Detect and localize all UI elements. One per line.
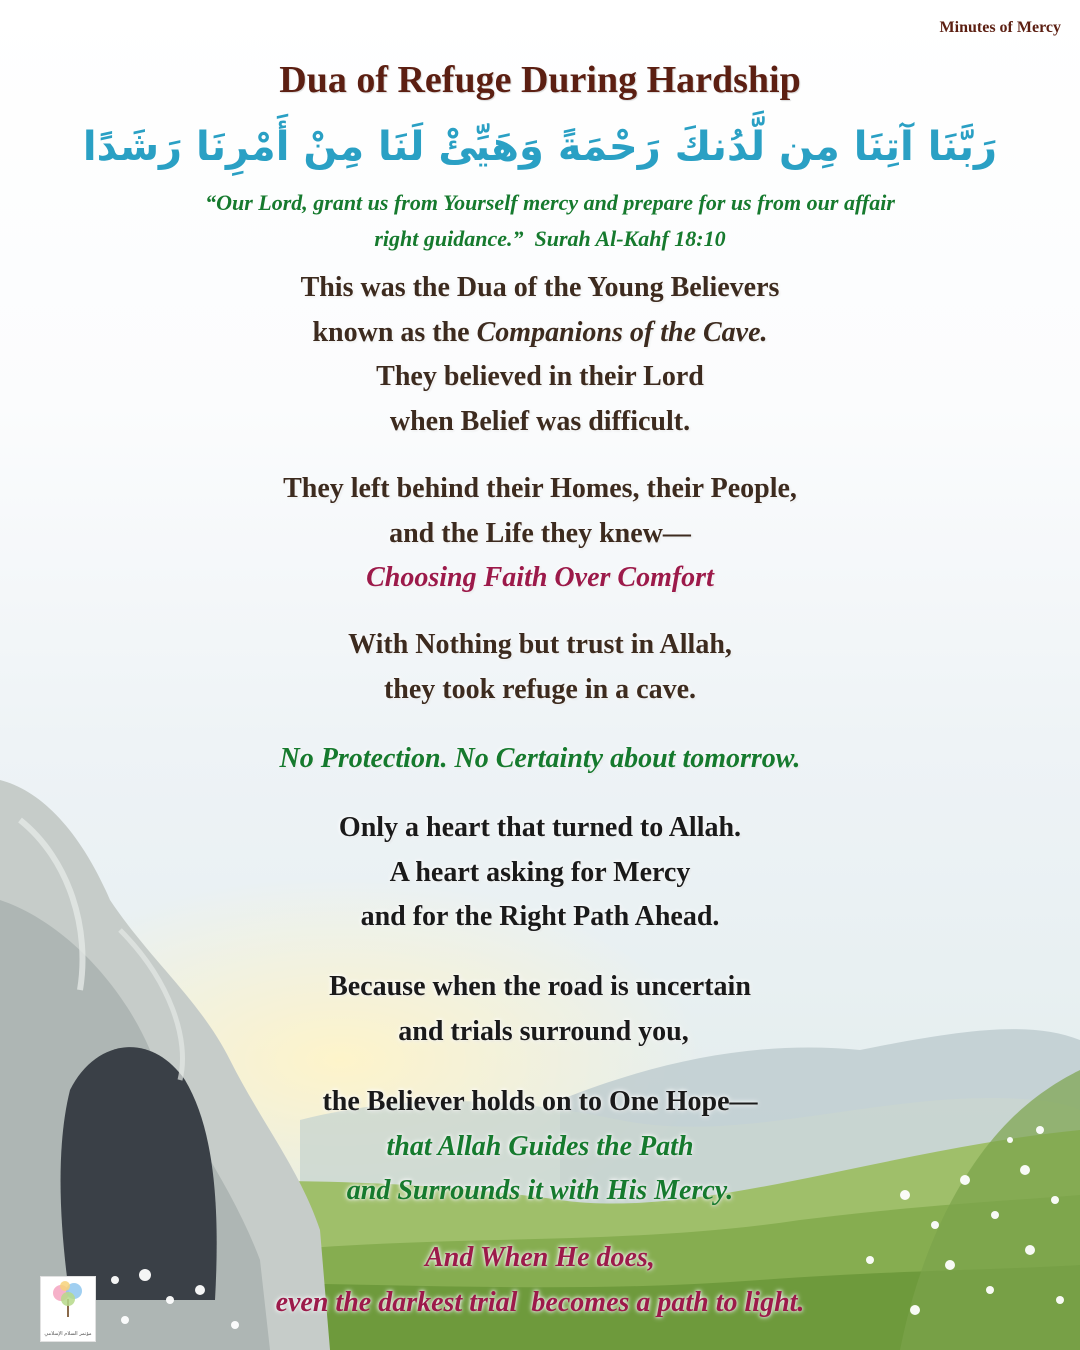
stanza-one-hope — [0, 1080, 1080, 1214]
translation-reference-line: right guidance.” Surah Al-Kahf 18:10 — [374, 226, 726, 251]
stanza-left-behind — [0, 467, 1080, 601]
stanza-text: known as the — [312, 316, 477, 348]
stanza-line: the Believer holds on to One Hope— — [322, 1086, 758, 1117]
highlight-line: No Protection. No Certainty about tomorrow. — [279, 743, 801, 774]
stanza-line: and trials surround you, — [391, 1015, 689, 1047]
tree-icon — [41, 1277, 95, 1321]
stanza-line: With Nothing but trust in Allah, — [348, 629, 732, 660]
emphasis-text: Companions of the Cave. — [476, 316, 768, 348]
stanza-line: Because when the road is uncertain — [329, 971, 751, 1002]
highlight-line: that Allah Guides the Path — [386, 1130, 694, 1162]
stanza-uncertain-road — [0, 965, 1080, 1054]
verse-translation — [140, 185, 960, 257]
logo-text: مؤتمر السلام الإسلامي — [44, 1331, 92, 1337]
translation-line: “Our Lord, grant us from Yourself mercy and prepare for us from our affair — [205, 190, 895, 215]
stanza-line: They believed in their Lord — [376, 361, 704, 392]
stanza-line: A heart asking for Mercy — [389, 856, 691, 888]
highlight-line: and Surrounds it with His Mercy. — [346, 1175, 734, 1206]
stanza-line: they took refuge in a cave. — [383, 673, 697, 705]
stanza-heart — [0, 806, 1080, 940]
stanza-companions — [0, 266, 1080, 444]
highlight-line: Choosing Faith Over Comfort — [366, 562, 714, 593]
highlight-line: even the darkest trial becomes a path to light. — [275, 1286, 805, 1318]
stanza-line: Only a heart that turned to Allah. — [338, 812, 742, 843]
page-title: Dua of Refuge During Hardship — [279, 59, 801, 101]
organization-logo — [40, 1276, 96, 1342]
stanza-line: and for the Right Path Ahead. — [360, 901, 720, 932]
brand-name: Minutes of Mercy — [939, 19, 1061, 36]
arabic-verse: رَبَّنَا آتِنَا مِن لَّدُنكَ رَحْمَةً وَهَيِّئْ لَنَا مِنْ أَمْرِنَا رَشَدًا — [82, 124, 998, 170]
stanza-line: This was the Dua of the Young Believers — [300, 272, 780, 303]
stanza-line: They left behind their Homes, their People, — [283, 473, 797, 504]
stanza-line: when Belief was difficult. — [389, 405, 691, 437]
stanza-trust — [0, 623, 1080, 712]
stanza-line: and the Life they knew— — [389, 517, 691, 549]
stanza-no-protection — [0, 737, 1080, 782]
highlight-line: And When He does, — [425, 1242, 655, 1273]
stanza-line — [0, 311, 1080, 356]
stanza-closing — [0, 1236, 1080, 1325]
